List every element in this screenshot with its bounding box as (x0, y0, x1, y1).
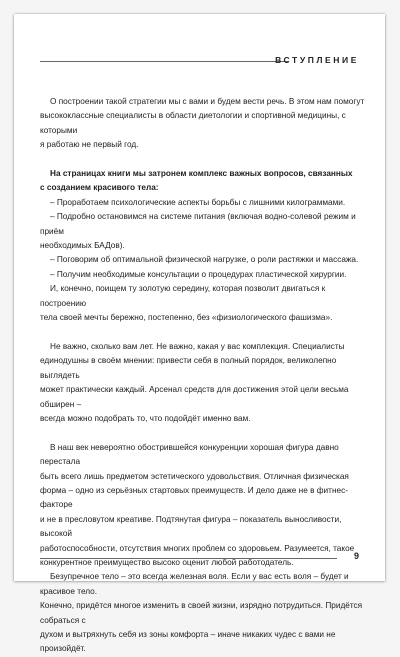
running-footer (40, 551, 359, 563)
paragraph-line: может практически каждый. Арсенал средств для достижения этой цели весьма обширен – (40, 385, 349, 409)
paragraph-line: быть всего лишь предметом эстетического удовольствия. Отличная физическая (40, 471, 349, 481)
paragraph-line: форма – одно из серьёзных стартовых преимуществ. И дело даже не в фитнес-факторе (40, 485, 348, 510)
paragraph-line: высококлассные специалисты в области диетологии и спортивной медицины, с которыми (40, 111, 346, 135)
paragraph-line: В наш век невероятно обострившейся конкуренции хорошая фигура давно перестала (40, 442, 339, 467)
paragraph-gap (40, 153, 366, 167)
list-item: – Получим необходимые консультации о процедурах пластической хирургии. (50, 269, 347, 279)
list-item: – Подробно остановимся на системе питания (включая водно-солевой режим и приём (40, 212, 356, 236)
body-text (40, 95, 366, 657)
paragraph-gap (40, 325, 366, 339)
paragraph-gap (40, 426, 366, 440)
list-item: – Проработаем психологические аспекты борьбы с лишними килограммами. (50, 197, 346, 207)
page-number: 9 (353, 551, 359, 561)
paragraph-line: и не в пресловутом креативе. Подтянутая фигура – показатель выносливости, высокой (40, 514, 342, 539)
list-item-continuation: необходимых БАДов). (40, 241, 125, 251)
paragraph-line: работоспособности, отсутствия многих проблем со здоровьем. Разумеется, такое (40, 543, 355, 553)
paragraph-line: конкурентное преимущество высоко оценит любой работодатель. (40, 557, 294, 567)
paragraph-line: духом и вытряхнуть себя из зоны комфорта – иначе никаких чудес с вами не произойдёт. (40, 629, 336, 654)
paragraph-line: О построении такой стратегии мы с вами и будем вести речь. В этом нам помогут (50, 97, 365, 106)
header-rule (40, 61, 288, 62)
paragraph-line: всегда можно подобрать то, что подойдёт именно вам. (40, 413, 251, 423)
paragraph-line: тела своей мечты бережно, постепенно, без «физиологического фашизма». (40, 313, 333, 323)
paragraph-line: единодушны в своём мнении: привести себя в полный порядок, великолепно выглядеть (40, 356, 337, 380)
paragraph-line: с созданием красивого тела: (40, 183, 159, 193)
paragraph-line: И, конечно, поищем ту золотую середину, которая позволит двигаться к построению (40, 284, 326, 308)
book-page (14, 14, 385, 654)
paragraph-line: Конечно, придётся многое изменить в своей жизни, изрядно потрудиться. Придётся собраться с (40, 601, 363, 625)
list-item: – Поговорим об оптимальной физической нагрузке, о роли растяжки и массажа. (50, 255, 359, 265)
paragraph-line: я работаю не первый год. (40, 140, 139, 150)
paragraph-line: Безупречное тело – это всегда железная воля. Если у вас есть воля – будет и красивое тело. (40, 572, 349, 596)
paragraph-line: Не важно, сколько вам лет. Не важно, какая у вас комплекция. Специалисты (50, 341, 345, 351)
paragraph-line: На страницах книги мы затронем комплекс важных вопросов, связанных (50, 169, 353, 179)
running-header (40, 55, 359, 67)
footer-rule (40, 558, 337, 559)
section-title: ВСТУПЛЕНИЕ (275, 55, 359, 65)
